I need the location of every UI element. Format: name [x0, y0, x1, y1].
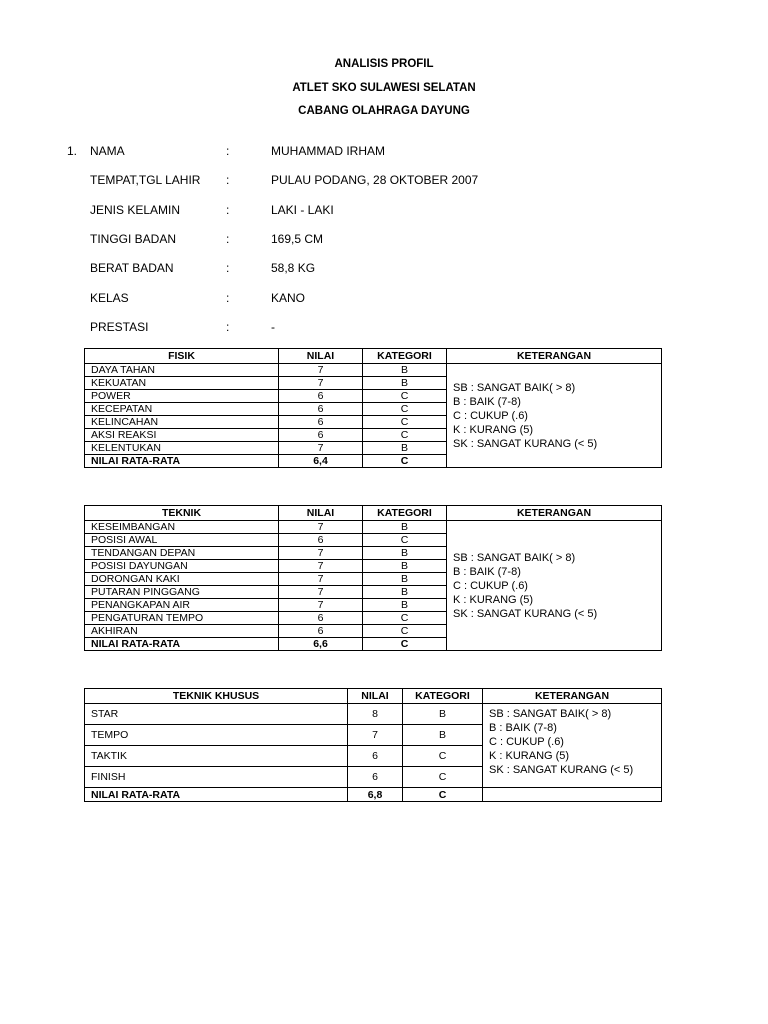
row-score: 7 [279, 586, 363, 599]
average-label: NILAI RATA-RATA [85, 638, 279, 651]
profile-value: PULAU PODANG, 28 OKTOBER 2007 [271, 173, 479, 188]
row-category: C [363, 534, 447, 547]
teknik-header-category: KATEGORI [363, 506, 447, 521]
profile-separator: : [226, 173, 230, 188]
row-score: 6 [279, 429, 363, 442]
row-score: 7 [279, 560, 363, 573]
legend-line: SK : SANGAT KURANG (< 5) [489, 764, 634, 776]
average-label: NILAI RATA-RATA [85, 455, 279, 468]
row-score: 7 [279, 547, 363, 560]
row-aspect: STAR [85, 704, 348, 725]
profile-separator: : [226, 231, 230, 246]
average-score: 6,8 [348, 788, 403, 802]
row-category: C [363, 416, 447, 429]
row-score: 7 [279, 521, 363, 534]
teknik-khusus-table [84, 688, 662, 802]
row-score: 7 [279, 573, 363, 586]
legend-line: K : KURANG (5) [453, 593, 534, 606]
profile-separator: : [226, 290, 230, 305]
row-category: C [403, 767, 483, 788]
row-score: 6 [348, 767, 403, 788]
profile-value: MUHAMMAD IRHAM [271, 144, 385, 158]
legend-line: C : CUKUP (.6) [453, 409, 528, 422]
legend-cell [447, 364, 662, 468]
legend-line: K : KURANG (5) [489, 750, 570, 762]
row-score: 6 [348, 746, 403, 767]
row-score: 7 [279, 442, 363, 455]
row-aspect: POSISI DAYUNGAN [85, 560, 279, 573]
khusus-header-category: KATEGORI [403, 689, 483, 704]
legend-line: SB : SANGAT BAIK( > 8) [453, 381, 576, 394]
average-score: 6,4 [279, 455, 363, 468]
profile-separator: : [226, 144, 230, 158]
row-score: 6 [279, 625, 363, 638]
profile-value: KANO [271, 290, 306, 305]
row-aspect: KECEPATAN [85, 403, 279, 416]
row-category: B [363, 599, 447, 612]
legend-cell [483, 704, 662, 788]
teknik-header-notes: KETERANGAN [447, 506, 662, 521]
row-score: 7 [279, 599, 363, 612]
empty-cell [483, 788, 662, 802]
profile-label: BERAT BADAN [90, 261, 174, 276]
row-category: C [363, 403, 447, 416]
legend-line: SB : SANGAT BAIK( > 8) [453, 551, 576, 564]
legend-line: B : BAIK (7-8) [453, 565, 521, 578]
teknik-table [84, 505, 662, 651]
legend-cell [447, 521, 662, 651]
row-aspect: KELINCAHAN [85, 416, 279, 429]
profile-separator: : [226, 261, 230, 276]
row-category: B [363, 547, 447, 560]
row-category: C [363, 625, 447, 638]
profile-label: KELAS [90, 290, 129, 305]
fisik-header-notes: KETERANGAN [447, 349, 662, 364]
row-category: B [403, 704, 483, 725]
row-category: B [363, 442, 447, 455]
row-aspect: KELENTUKAN [85, 442, 279, 455]
row-category: B [363, 364, 447, 377]
row-aspect: PUTARAN PINGGANG [85, 586, 279, 599]
average-label: NILAI RATA-RATA [85, 788, 348, 802]
list-number: 1. [67, 144, 78, 158]
row-score: 6 [279, 612, 363, 625]
average-category: C [363, 638, 447, 651]
row-score: 7 [279, 364, 363, 377]
average-category: C [363, 455, 447, 468]
profile-label: JENIS KELAMIN [90, 202, 181, 217]
row-aspect: KESEIMBANGAN [85, 521, 279, 534]
row-category: B [403, 725, 483, 746]
profile-label: TEMPAT,TGL LAHIR [90, 173, 201, 188]
row-category: C [363, 429, 447, 442]
profile-label: NAMA [90, 144, 125, 158]
row-aspect: AKSI REAKSI [85, 429, 279, 442]
khusus-header-score: NILAI [348, 689, 403, 704]
fisik-header-score: NILAI [279, 349, 363, 364]
legend-line: SK : SANGAT KURANG (< 5) [453, 607, 598, 620]
row-score: 6 [279, 390, 363, 403]
profile-value: 58,8 KG [271, 261, 316, 276]
legend-line: B : BAIK (7-8) [489, 722, 557, 734]
row-score: 7 [279, 377, 363, 390]
table-row [85, 364, 662, 377]
doc-subtitle-sport: CABANG OLAHRAGA DAYUNG [298, 105, 470, 117]
row-aspect: PENGATURAN TEMPO [85, 612, 279, 625]
profile-label: PRESTASI [90, 319, 149, 334]
average-score: 6,6 [279, 638, 363, 651]
row-score: 6 [279, 403, 363, 416]
row-score: 6 [279, 534, 363, 547]
doc-title: ANALISIS PROFIL [334, 58, 434, 70]
row-aspect: TENDANGAN DEPAN [85, 547, 279, 560]
row-aspect: TAKTIK [85, 746, 348, 767]
row-aspect: FINISH [85, 767, 348, 788]
khusus-header-aspect: TEKNIK KHUSUS [85, 689, 348, 704]
row-category: B [363, 573, 447, 586]
legend-line: C : CUKUP (.6) [453, 579, 528, 592]
row-aspect: AKHIRAN [85, 625, 279, 638]
row-category: B [363, 586, 447, 599]
row-aspect: KEKUATAN [85, 377, 279, 390]
row-score: 6 [279, 416, 363, 429]
row-score: 7 [348, 725, 403, 746]
doc-subtitle: ATLET SKO SULAWESI SELATAN [292, 82, 476, 94]
row-aspect: PENANGKAPAN AIR [85, 599, 279, 612]
average-category: C [403, 788, 483, 802]
profile-separator: : [226, 319, 230, 334]
row-category: C [363, 390, 447, 403]
teknik-header-aspect: TEKNIK [85, 506, 279, 521]
average-row [85, 788, 662, 802]
table-row [85, 521, 662, 534]
row-score: 8 [348, 704, 403, 725]
row-category: B [363, 377, 447, 390]
row-aspect: POWER [85, 390, 279, 403]
row-category: B [363, 560, 447, 573]
table-row [85, 704, 662, 725]
legend-line: C : CUKUP (.6) [489, 736, 564, 748]
fisik-header-aspect: FISIK [85, 349, 279, 364]
legend-line: B : BAIK (7-8) [453, 395, 521, 408]
profile-label: TINGGI BADAN [90, 231, 177, 246]
row-aspect: TEMPO [85, 725, 348, 746]
row-aspect: DAYA TAHAN [85, 364, 279, 377]
teknik-header-score: NILAI [279, 506, 363, 521]
legend-line: SB : SANGAT BAIK( > 8) [489, 708, 612, 720]
row-category: C [403, 746, 483, 767]
profile-value: - [271, 319, 275, 334]
row-aspect: POSISI AWAL [85, 534, 279, 547]
row-aspect: DORONGAN KAKI [85, 573, 279, 586]
legend-line: K : KURANG (5) [453, 423, 534, 436]
fisik-table [84, 348, 662, 468]
khusus-header-notes: KETERANGAN [483, 689, 662, 704]
profile-value: 169,5 CM [271, 231, 324, 246]
profile-separator: : [226, 202, 230, 217]
row-category: C [363, 612, 447, 625]
fisik-header-category: KATEGORI [363, 349, 447, 364]
profile-value: LAKI - LAKI [271, 202, 334, 217]
row-category: B [363, 521, 447, 534]
legend-line: SK : SANGAT KURANG (< 5) [453, 437, 598, 450]
